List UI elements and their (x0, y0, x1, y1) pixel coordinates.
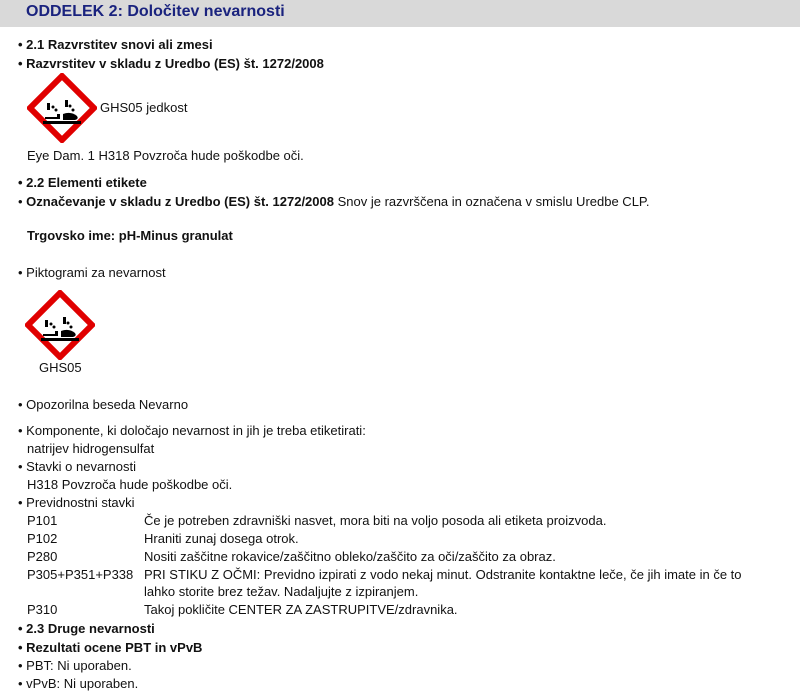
precaution-text: Nositi zaščitne rokavice/zaščitno obleko/zaščito za oči/zaščito za obraz. (144, 549, 556, 564)
ghs05-code-label: GHS05 (39, 360, 82, 375)
precaution-text: PRI STIKU Z OČMI: Previdno izpirati z vodo nekaj minut. Odstranite kontaktne leče, če jih imate in če to (144, 567, 742, 582)
classification-regulation-heading: • Razvrstitev v skladu z Uredbo (ES) št. 1272/2008 (18, 56, 324, 71)
hazard-statements-heading: • Stavki o nevarnosti (18, 459, 137, 474)
precaution-code: P102 (27, 531, 58, 546)
precaution-code: P280 (27, 549, 58, 564)
precaution-text: Hraniti zunaj dosega otrok. (144, 531, 299, 546)
precautionary-statements-heading: • Previdnostni stavki (18, 495, 135, 510)
pbt-result: • PBT: Ni uporaben. (18, 658, 132, 673)
precaution-code: P101 (27, 513, 58, 528)
precaution-code: P310 (27, 602, 58, 617)
ghs05-corrosion-icon-2 (25, 290, 95, 360)
section-title: ODDELEK 2: Določitev nevarnosti (26, 3, 285, 20)
signal-word: • Opozorilna beseda Nevarno (18, 397, 189, 412)
section-header (0, 0, 800, 27)
precaution-code: P305+P351+P338 (27, 567, 134, 582)
classification-text: Eye Dam. 1 H318 Povzroča hude poškodbe oči. (27, 148, 304, 163)
ghs05-label: GHS05 jedkost (100, 100, 188, 115)
trade-name: Trgovsko ime: pH-Minus granulat (27, 228, 233, 243)
precaution-text-continued: lahko storite brez težav. Nadaljujte z izpiranjem. (144, 584, 419, 599)
components-heading: • Komponente, ki določajo nevarnost in jih je treba etiketirati: (18, 423, 366, 438)
vpvb-result: • vPvB: Ni uporaben. (18, 676, 139, 691)
hazard-statement: H318 Povzroča hude poškodbe oči. (27, 477, 233, 492)
precaution-text: Takoj pokličite CENTER ZA ZASTRUPITVE/zdravnika. (144, 602, 458, 617)
pbt-vpvb-heading: • Rezultati ocene PBT in vPvB (18, 640, 203, 655)
subsection-heading-2-3: • 2.3 Druge nevarnosti (18, 621, 155, 636)
precaution-text: Če je potreben zdravniški nasvet, mora biti na voljo posoda ali etiketa proizvoda. (144, 513, 607, 528)
labelling-line: • Označevanje v skladu z Uredbo (ES) št. 1272/2008 Snov je razvrščena in označena v smislu Uredbe CLP. (18, 194, 650, 209)
subsection-heading-2-2: • 2.2 Elementi etikete (18, 175, 147, 190)
pictograms-heading: • Piktogrami za nevarnost (18, 265, 166, 280)
component-name: natrijev hidrogensulfat (27, 441, 155, 456)
ghs05-corrosion-icon (27, 73, 97, 143)
subsection-heading-2-1: • 2.1 Razvrstitev snovi ali zmesi (18, 37, 213, 52)
